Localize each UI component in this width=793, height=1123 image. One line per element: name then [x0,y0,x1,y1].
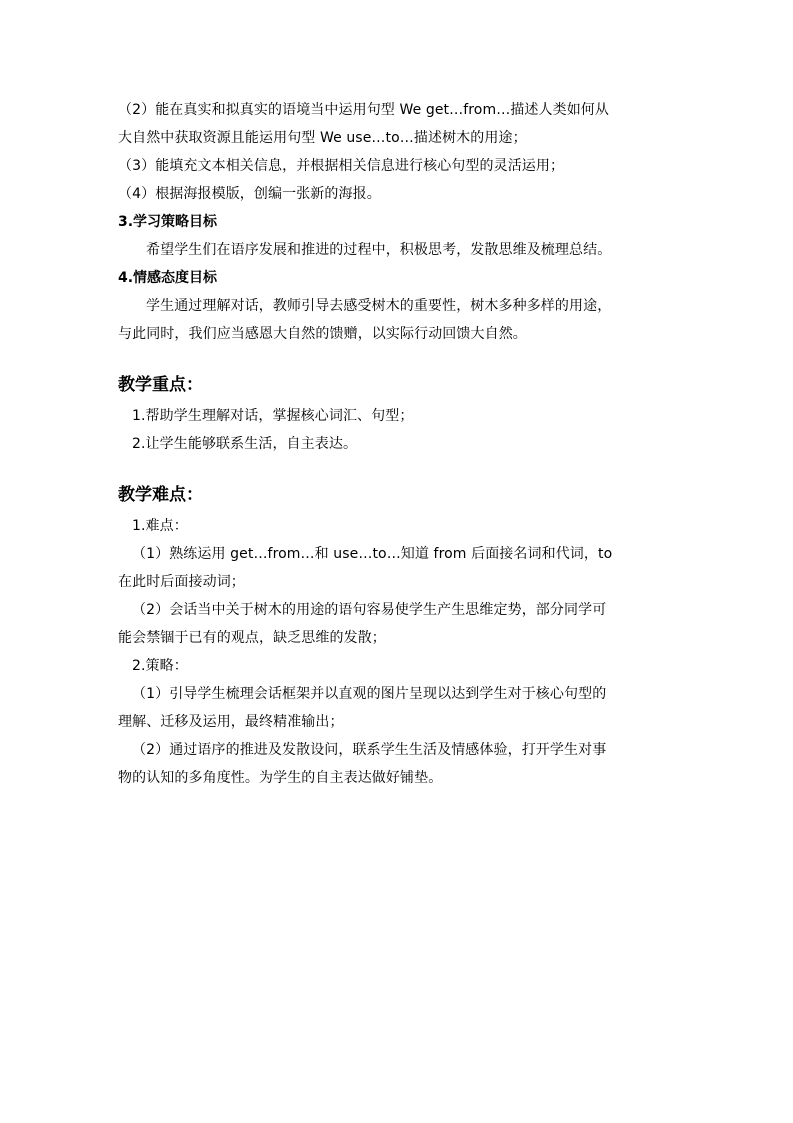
difficulty-item-1-line-1: （1）熟练运用 get…from…和 use…to…知道 from 后面接名词和代词，to [132,546,613,562]
difficulty-sub-2-label: 2.策略： [132,658,188,674]
ability-item-2-line-2: 大自然中获取资源且能运用句型 We use…to…描述树木的用途； [118,130,527,146]
emotion-text-line-2: 与此同时，我们应当感恩大自然的馈赠，以实际行动回馈大自然。 [118,326,527,342]
strategy-item-2-line-2: 物的认知的多角度性。为学生的自主表达做好铺垫。 [118,770,443,786]
strategy-item-1-line-2: 理解、迁移及运用，最终精准输出； [118,714,344,730]
ability-item-2-line-1: （2）能在真实和拟真实的语境当中运用句型 We get…from…描述人类如何从 [118,102,610,118]
strategy-heading: 3.学习策略目标 [118,214,218,230]
strategy-item-1-line-1: （1）引导学生梳理会话框架并以直观的图片呈现以达到学生对于核心句型的 [132,686,607,702]
key-point-item-2: 2.让学生能够联系生活，自主表达。 [132,436,358,452]
emotion-heading: 4.情感态度目标 [118,270,218,286]
emotion-text-line-1: 学生通过理解对话，教师引导去感受树木的重要性，树木多种多样的用途， [146,298,612,314]
key-points-title: 教学重点： [118,375,203,395]
ability-item-3: （3）能填充文本相关信息，并根据相关信息进行核心句型的灵活运用； [118,158,565,174]
difficulty-item-2-line-1: （2）会话当中关于树木的用途的语句容易使学生产生思维定势，部分同学可 [132,602,607,618]
ability-item-4: （4）根据海报模版，创编一张新的海报。 [118,186,381,202]
difficulty-sub-1-label: 1.难点： [132,518,188,534]
strategy-item-2-line-1: （2）通过语序的推进及发散设问，联系学生生活及情感体验，打开学生对事 [132,742,607,758]
key-point-item-1: 1.帮助学生理解对话，掌握核心词汇、句型； [132,408,414,424]
page-content [118,96,678,792]
difficulties-title: 教学难点： [118,485,203,505]
difficulty-item-2-line-2: 能会禁锢于已有的观点，缺乏思维的发散； [118,630,386,646]
difficulty-item-1-line-2: 在此时后面接动词； [118,574,245,590]
strategy-text: 希望学生们在语序发展和推进的过程中，积极思考，发散思维及梳理总结。 [146,242,612,258]
